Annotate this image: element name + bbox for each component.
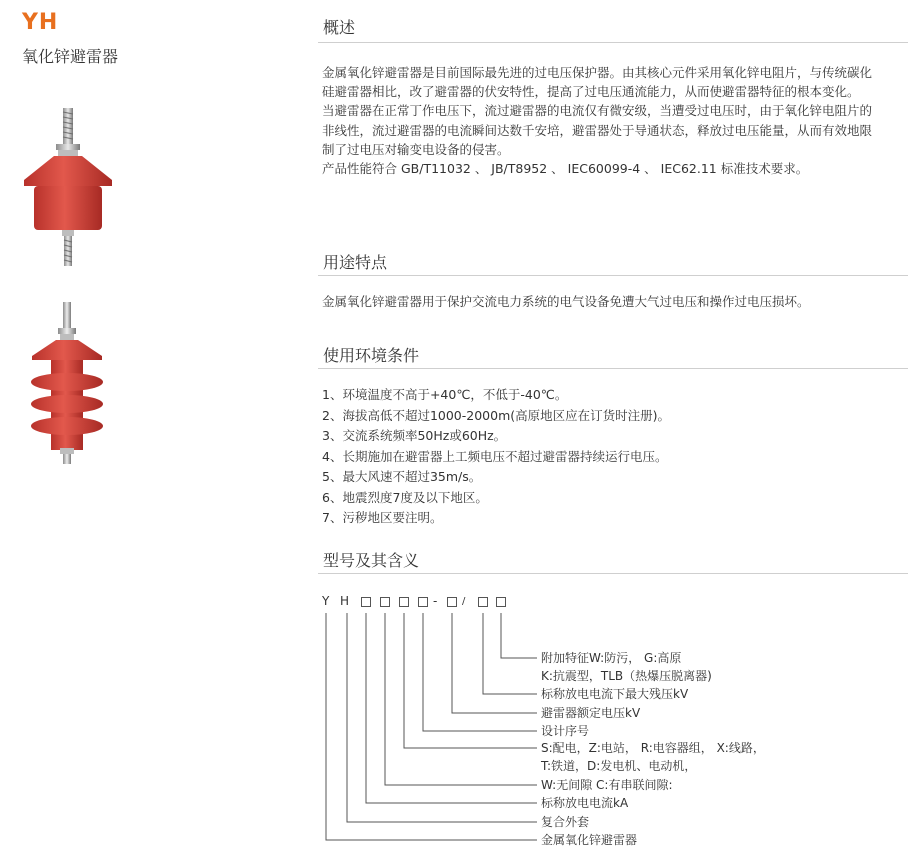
list-item: 3、交流系统频率50Hz或60Hz。 xyxy=(322,428,507,443)
code-char-y: Y xyxy=(322,594,330,608)
usage-title: 用途特点 xyxy=(323,253,388,272)
overview-line: 金属氧化锌避雷器是目前国际最先进的过电压保护器。由其核心元件采用氧化锌电阻片，与传统碳化 xyxy=(322,65,873,80)
model-label: 标称放电电流kA xyxy=(541,796,629,810)
overview-line: 产品性能符合 GB/T11032 、 JB/T8952 、 IEC60099-4 、 IEC62.11 标准技术要求。 xyxy=(322,161,809,177)
list-item: 5、最大风速不超过35m/s。 xyxy=(322,469,482,484)
overview-line: 当避雷器在正常丁作电压下，流过避雷器的电流仅有微安级，当遭受过电压时，由于氧化锌电阻片的 xyxy=(322,103,873,119)
model-label: W:无间隙 C:有串联间隙: xyxy=(541,778,673,792)
model-label: 设计序号 xyxy=(541,724,590,738)
model-label: K:抗震型，TLB（热爆压脱离器) xyxy=(541,669,712,683)
overview-line: 非线性，流过避雷器的电流瞬间达数千安培，避雷器处于导通状态，释放过电压能量，从而有效地限 xyxy=(322,122,873,138)
code-char-h: H xyxy=(340,594,350,608)
list-item: 6、地震烈度7度及以下地区。 xyxy=(322,489,488,505)
code-char-dash: - xyxy=(433,594,438,608)
overview-line: 制了过电压对输变电设备的侵害。 xyxy=(322,141,510,157)
product-code: YH xyxy=(22,10,59,35)
list-item: 4、长期施加在避雷器上工频电压不超过避雷器持续运行电压。 xyxy=(322,448,668,464)
model-label: 复合外套 xyxy=(541,815,590,829)
model-label: S:配电，Z:电站， R:电容器组， X:线路， xyxy=(541,741,765,755)
model-label: T:铁道，D:发电机、电动机， xyxy=(541,759,697,773)
product-name: 氧化锌避雷器 xyxy=(22,47,119,66)
model-label: 附加特征W:防污， G:高原 xyxy=(541,651,682,665)
model-label: 金属氧化锌避雷器 xyxy=(541,833,638,847)
model-title: 型号及其含义 xyxy=(323,551,420,570)
list-item: 1、环境温度不高于+40℃，不低于-40℃。 xyxy=(322,387,568,402)
overview-line: 硅避雷器相比，改了避雷器的伏安特性，提高了过电压通流能力，从而使避雷器特征的根本变化。 xyxy=(322,84,860,100)
overview-title: 概述 xyxy=(323,18,356,37)
model-label: 标称放电电流下最大残压kV xyxy=(541,687,689,701)
list-item: 2、海拔高低不超过1000-2000m(高原地区应在订货时注册)。 xyxy=(322,407,671,423)
environment-title: 使用环境条件 xyxy=(323,346,420,365)
model-label: 避雷器额定电压kV xyxy=(541,706,641,720)
usage-line: 金属氧化锌避雷器用于保护交流电力系统的电气设备免遭大气过电压和操作过电压损坏。 xyxy=(322,294,810,309)
code-char-slash: / xyxy=(462,596,466,607)
list-item: 7、污秽地区要注明。 xyxy=(322,510,443,525)
